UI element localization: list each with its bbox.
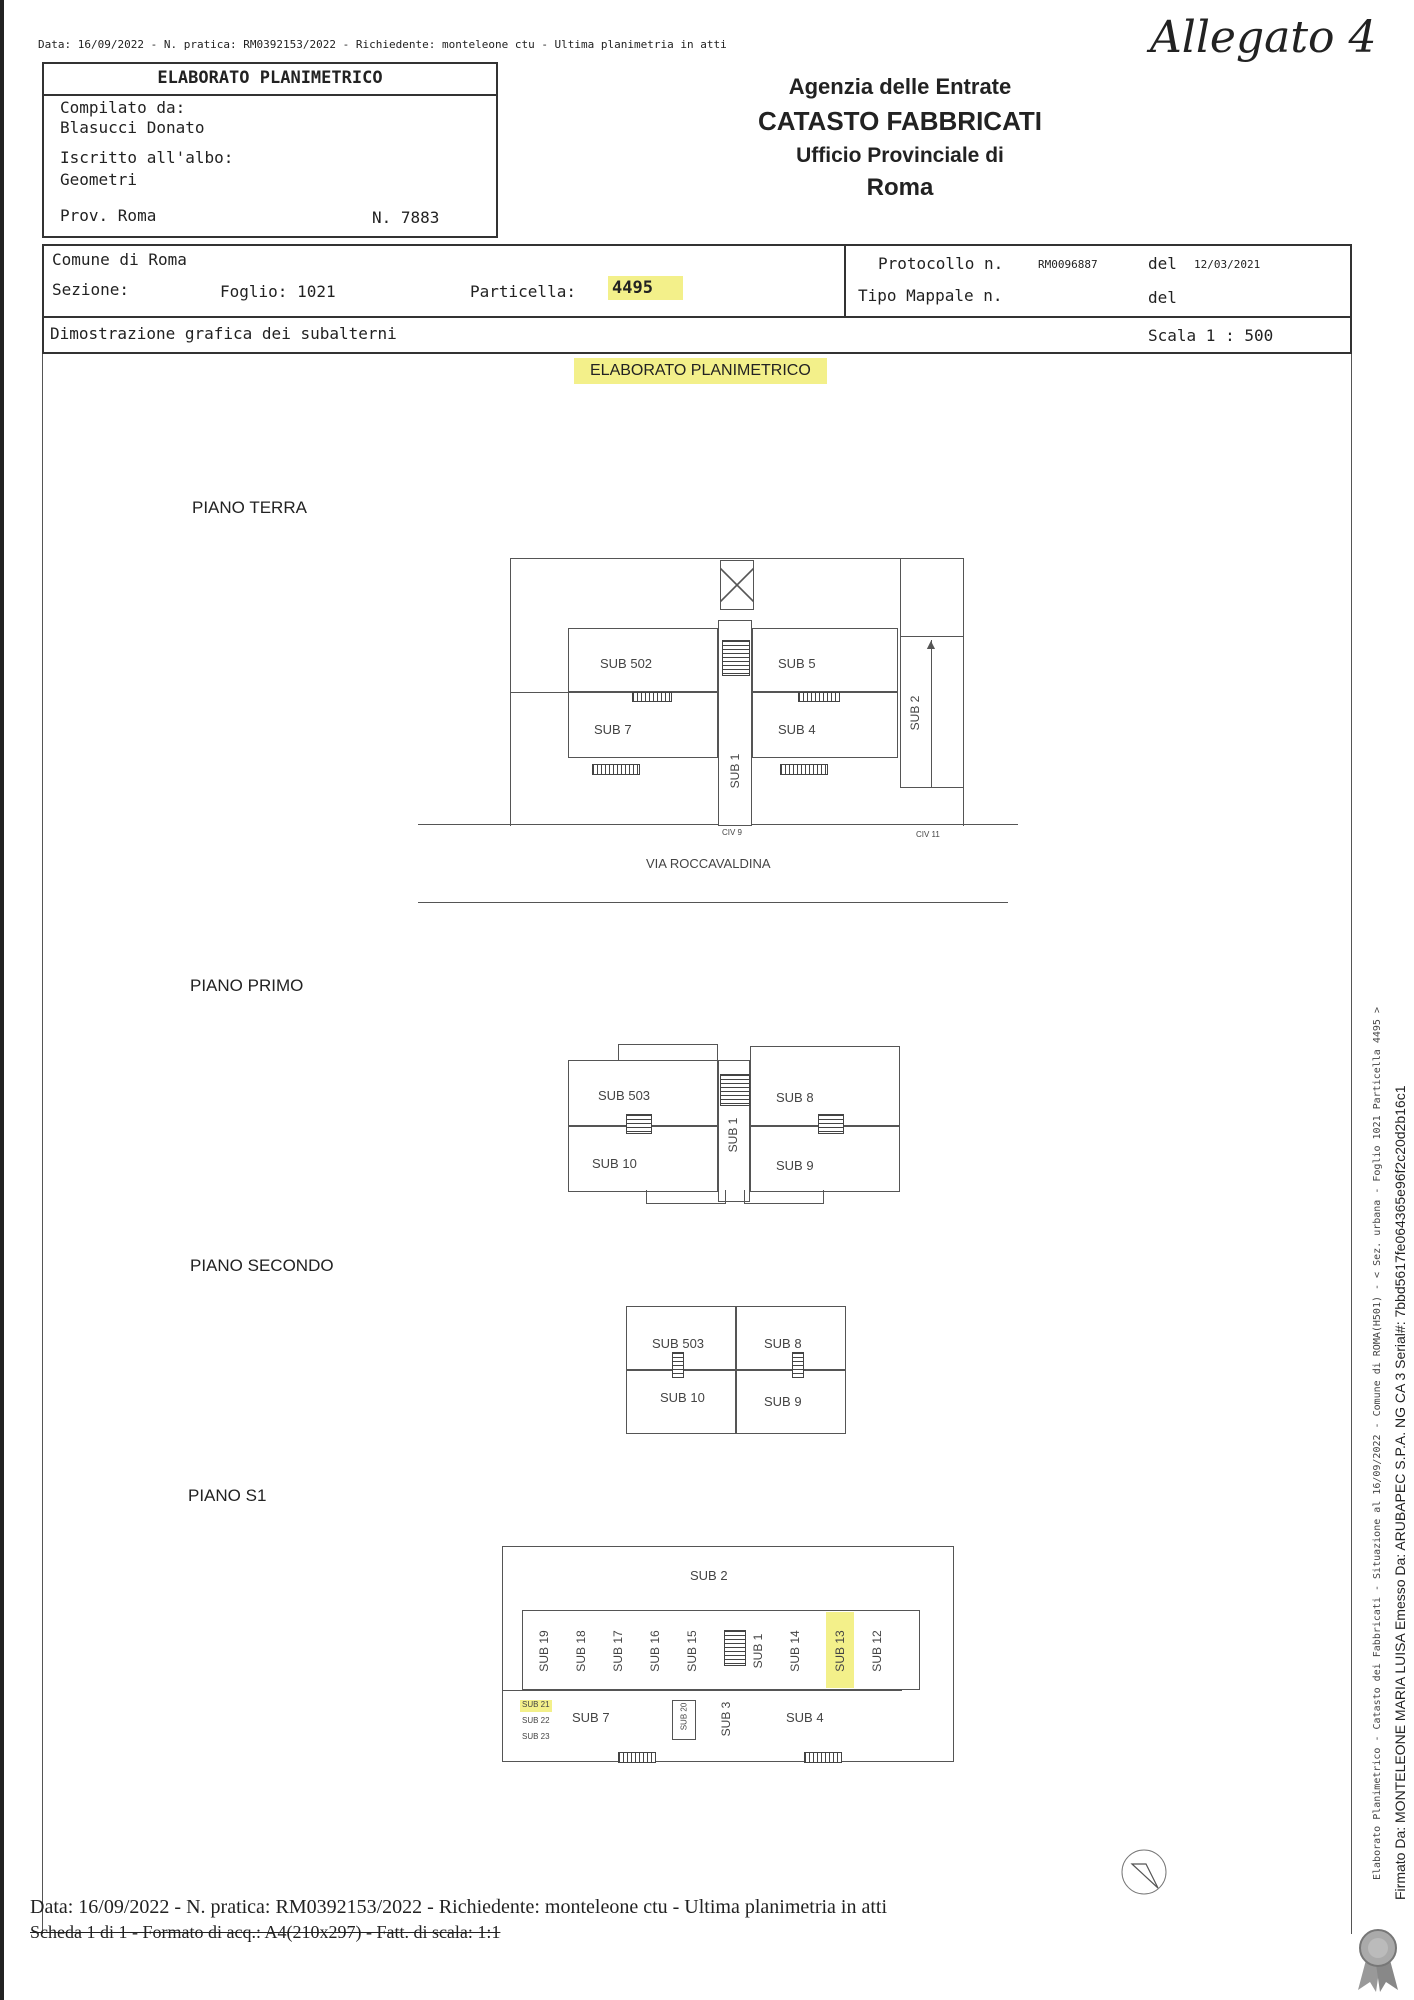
- piano-s1-title: PIANO S1: [188, 1486, 267, 1505]
- number-label: N. 7883: [372, 208, 440, 227]
- del-label: del: [1148, 254, 1177, 273]
- s1-stairs: [724, 1630, 746, 1666]
- label-s1-sub18: SUB 18: [574, 1630, 588, 1672]
- scan-border: [0, 0, 4, 2000]
- top-info-line: Data: 16/09/2022 - N. pratica: RM0392153/2022 - Richiedente: monteleone ctu - Ultima planimetria in atti: [38, 38, 727, 51]
- label-s1-sub13: SUB 13: [833, 1630, 847, 1672]
- label-secondo-sub503: SUB 503: [652, 1336, 705, 1351]
- label-s1-sub22: SUB 22: [522, 1716, 550, 1725]
- protocollo-label: Protocollo n.: [878, 254, 1004, 273]
- label-s1-sub16: SUB 16: [648, 1630, 662, 1672]
- primo-stairs: [720, 1074, 750, 1106]
- info-vdivider: [844, 246, 846, 316]
- primo-stair-b: [818, 1114, 844, 1134]
- primo-balcony-3: [744, 1190, 824, 1204]
- terra-stairs: [722, 640, 750, 676]
- tipo-mappale: Tipo Mappale n.: [858, 286, 1003, 305]
- arrow-up-icon: ▲: [924, 636, 938, 652]
- comune: Comune di Roma: [52, 250, 187, 269]
- compiler-box: [42, 62, 498, 238]
- terra-step-2: [798, 692, 840, 702]
- lift-shaft: [720, 560, 754, 610]
- label-primo-sub10: SUB 10: [592, 1156, 637, 1171]
- info-box: [42, 244, 1352, 354]
- primo-sub9: [750, 1126, 900, 1192]
- footer-line-1: Data: 16/09/2022 - N. pratica: RM0392153/2022 - Richiedente: monteleone ctu - Ultima planimetria in atti: [30, 1896, 888, 1918]
- foglio: Foglio: 1021: [220, 282, 336, 301]
- main-title: ELABORATO PLANIMETRICO: [574, 358, 827, 384]
- piano-secondo-title: PIANO SECONDO: [190, 1256, 334, 1275]
- terra-annex: [900, 558, 964, 636]
- info-divider: [44, 316, 1350, 318]
- civ-9: CIV 9: [722, 828, 743, 837]
- protocollo-value: RM0096887: [1038, 258, 1098, 271]
- north-arrow-icon: [1118, 1846, 1170, 1898]
- side-text-signature: Firmato Da: MONTELEONE MARIA LUISA Emesso Da: ARUBAPEC S.P.A. NG CA 3 Serial#: 7bbd5617fe064365e96f2c20d2b16c1: [1392, 1085, 1408, 1900]
- handwritten-note: Allegato 4: [1150, 12, 1377, 63]
- street-line-bottom: [418, 902, 1008, 903]
- label-primo-sub503: SUB 503: [598, 1088, 651, 1103]
- secondo-stair-a: [672, 1352, 684, 1378]
- terra-step-1: [632, 692, 672, 702]
- s1-step-2: [804, 1752, 842, 1763]
- label-s1-sub14: SUB 14: [788, 1630, 802, 1672]
- scala: Scala 1 : 500: [1148, 326, 1274, 345]
- s1-step-1: [618, 1752, 656, 1763]
- label-sub2: SUB 2: [908, 695, 922, 731]
- terra-step-3: [592, 764, 640, 775]
- label-sub7: SUB 7: [594, 722, 632, 737]
- office-label: Ufficio Provinciale di: [796, 144, 1004, 167]
- ramp-arrow: [931, 640, 932, 788]
- label-s1-sub19: SUB 19: [537, 1630, 551, 1672]
- terra-step-4: [780, 764, 828, 775]
- doc-title: ELABORATO PLANIMETRICO: [44, 64, 496, 96]
- particella-label: Particella:: [470, 282, 576, 301]
- label-sub5: SUB 5: [778, 656, 816, 671]
- primo-balcony-2: [646, 1190, 726, 1204]
- label-s1-sub12: SUB 12: [870, 1630, 884, 1672]
- particella-value: 4495: [608, 276, 683, 300]
- label-s1-sub4: SUB 4: [786, 1710, 824, 1725]
- label-sub502: SUB 502: [600, 656, 653, 671]
- albo-value: Geometri: [60, 170, 138, 189]
- prov-label: Prov. Roma: [60, 206, 157, 225]
- label-primo-sub1: SUB 1: [726, 1117, 740, 1153]
- label-s1-sub3: SUB 3: [719, 1701, 733, 1737]
- catasto-title: CATASTO FABBRICATI: [757, 106, 1043, 136]
- label-sub4: SUB 4: [778, 722, 816, 737]
- piano-primo-title: PIANO PRIMO: [190, 976, 304, 995]
- label-primo-sub8: SUB 8: [776, 1090, 814, 1105]
- label-s1-sub23: SUB 23: [522, 1732, 550, 1741]
- primo-sub10: [568, 1126, 718, 1192]
- primo-balcony-1: [618, 1044, 718, 1060]
- terra-sub5: [752, 628, 898, 692]
- label-secondo-sub8: SUB 8: [764, 1336, 802, 1351]
- civ-11: CIV 11: [916, 830, 940, 839]
- label-s1-sub1: SUB 1: [751, 1633, 765, 1669]
- compiled-name: Blasucci Donato: [60, 118, 205, 137]
- terra-wall-left: [510, 692, 568, 693]
- agency-name: Agenzia delle Entrate: [788, 74, 1012, 99]
- del2-label: del: [1148, 288, 1177, 307]
- label-s1-sub7: SUB 7: [572, 1710, 610, 1725]
- label-primo-sub9: SUB 9: [776, 1158, 814, 1173]
- label-s1-sub17: SUB 17: [611, 1630, 625, 1672]
- office-city: Roma: [866, 174, 934, 201]
- seal-icon: [1350, 1924, 1406, 1994]
- piano-terra-title: PIANO TERRA: [192, 498, 307, 517]
- compiled-label: Compilato da:: [60, 98, 186, 117]
- label-s1-sub20: SUB 20: [679, 1702, 689, 1731]
- label-secondo-sub10: SUB 10: [660, 1390, 705, 1405]
- albo-label: Iscritto all'albo:: [60, 148, 234, 167]
- street-name: VIA ROCCAVALDINA: [646, 856, 771, 871]
- label-s1-sub15: SUB 15: [685, 1630, 699, 1672]
- primo-stair-a: [626, 1114, 652, 1134]
- label-sub1: SUB 1: [728, 753, 742, 789]
- label-secondo-sub9: SUB 9: [764, 1394, 802, 1409]
- del-date: 12/03/2021: [1194, 258, 1261, 271]
- footer-line-2: Scheda 1 di 1 - Formato di acq.: A4(210x297) - Fatt. di scala: 1:1: [30, 1922, 501, 1942]
- label-s1-sub2: SUB 2: [690, 1568, 728, 1583]
- side-text-catasto: Elaborato Planimetrico - Catasto dei Fabbricati - Situazione al 16/09/2022 - Comune di ROMA(H501) - < Sez. urbana - Foglio 1021 Particella 4495 >: [1372, 1007, 1383, 1880]
- secondo-stair-b: [792, 1352, 804, 1378]
- sezione: Sezione:: [52, 280, 130, 299]
- s1-lower-row: [502, 1690, 902, 1762]
- dimostrazione: Dimostrazione grafica dei subalterni: [50, 324, 397, 343]
- label-s1-sub21: SUB 21: [522, 1700, 550, 1709]
